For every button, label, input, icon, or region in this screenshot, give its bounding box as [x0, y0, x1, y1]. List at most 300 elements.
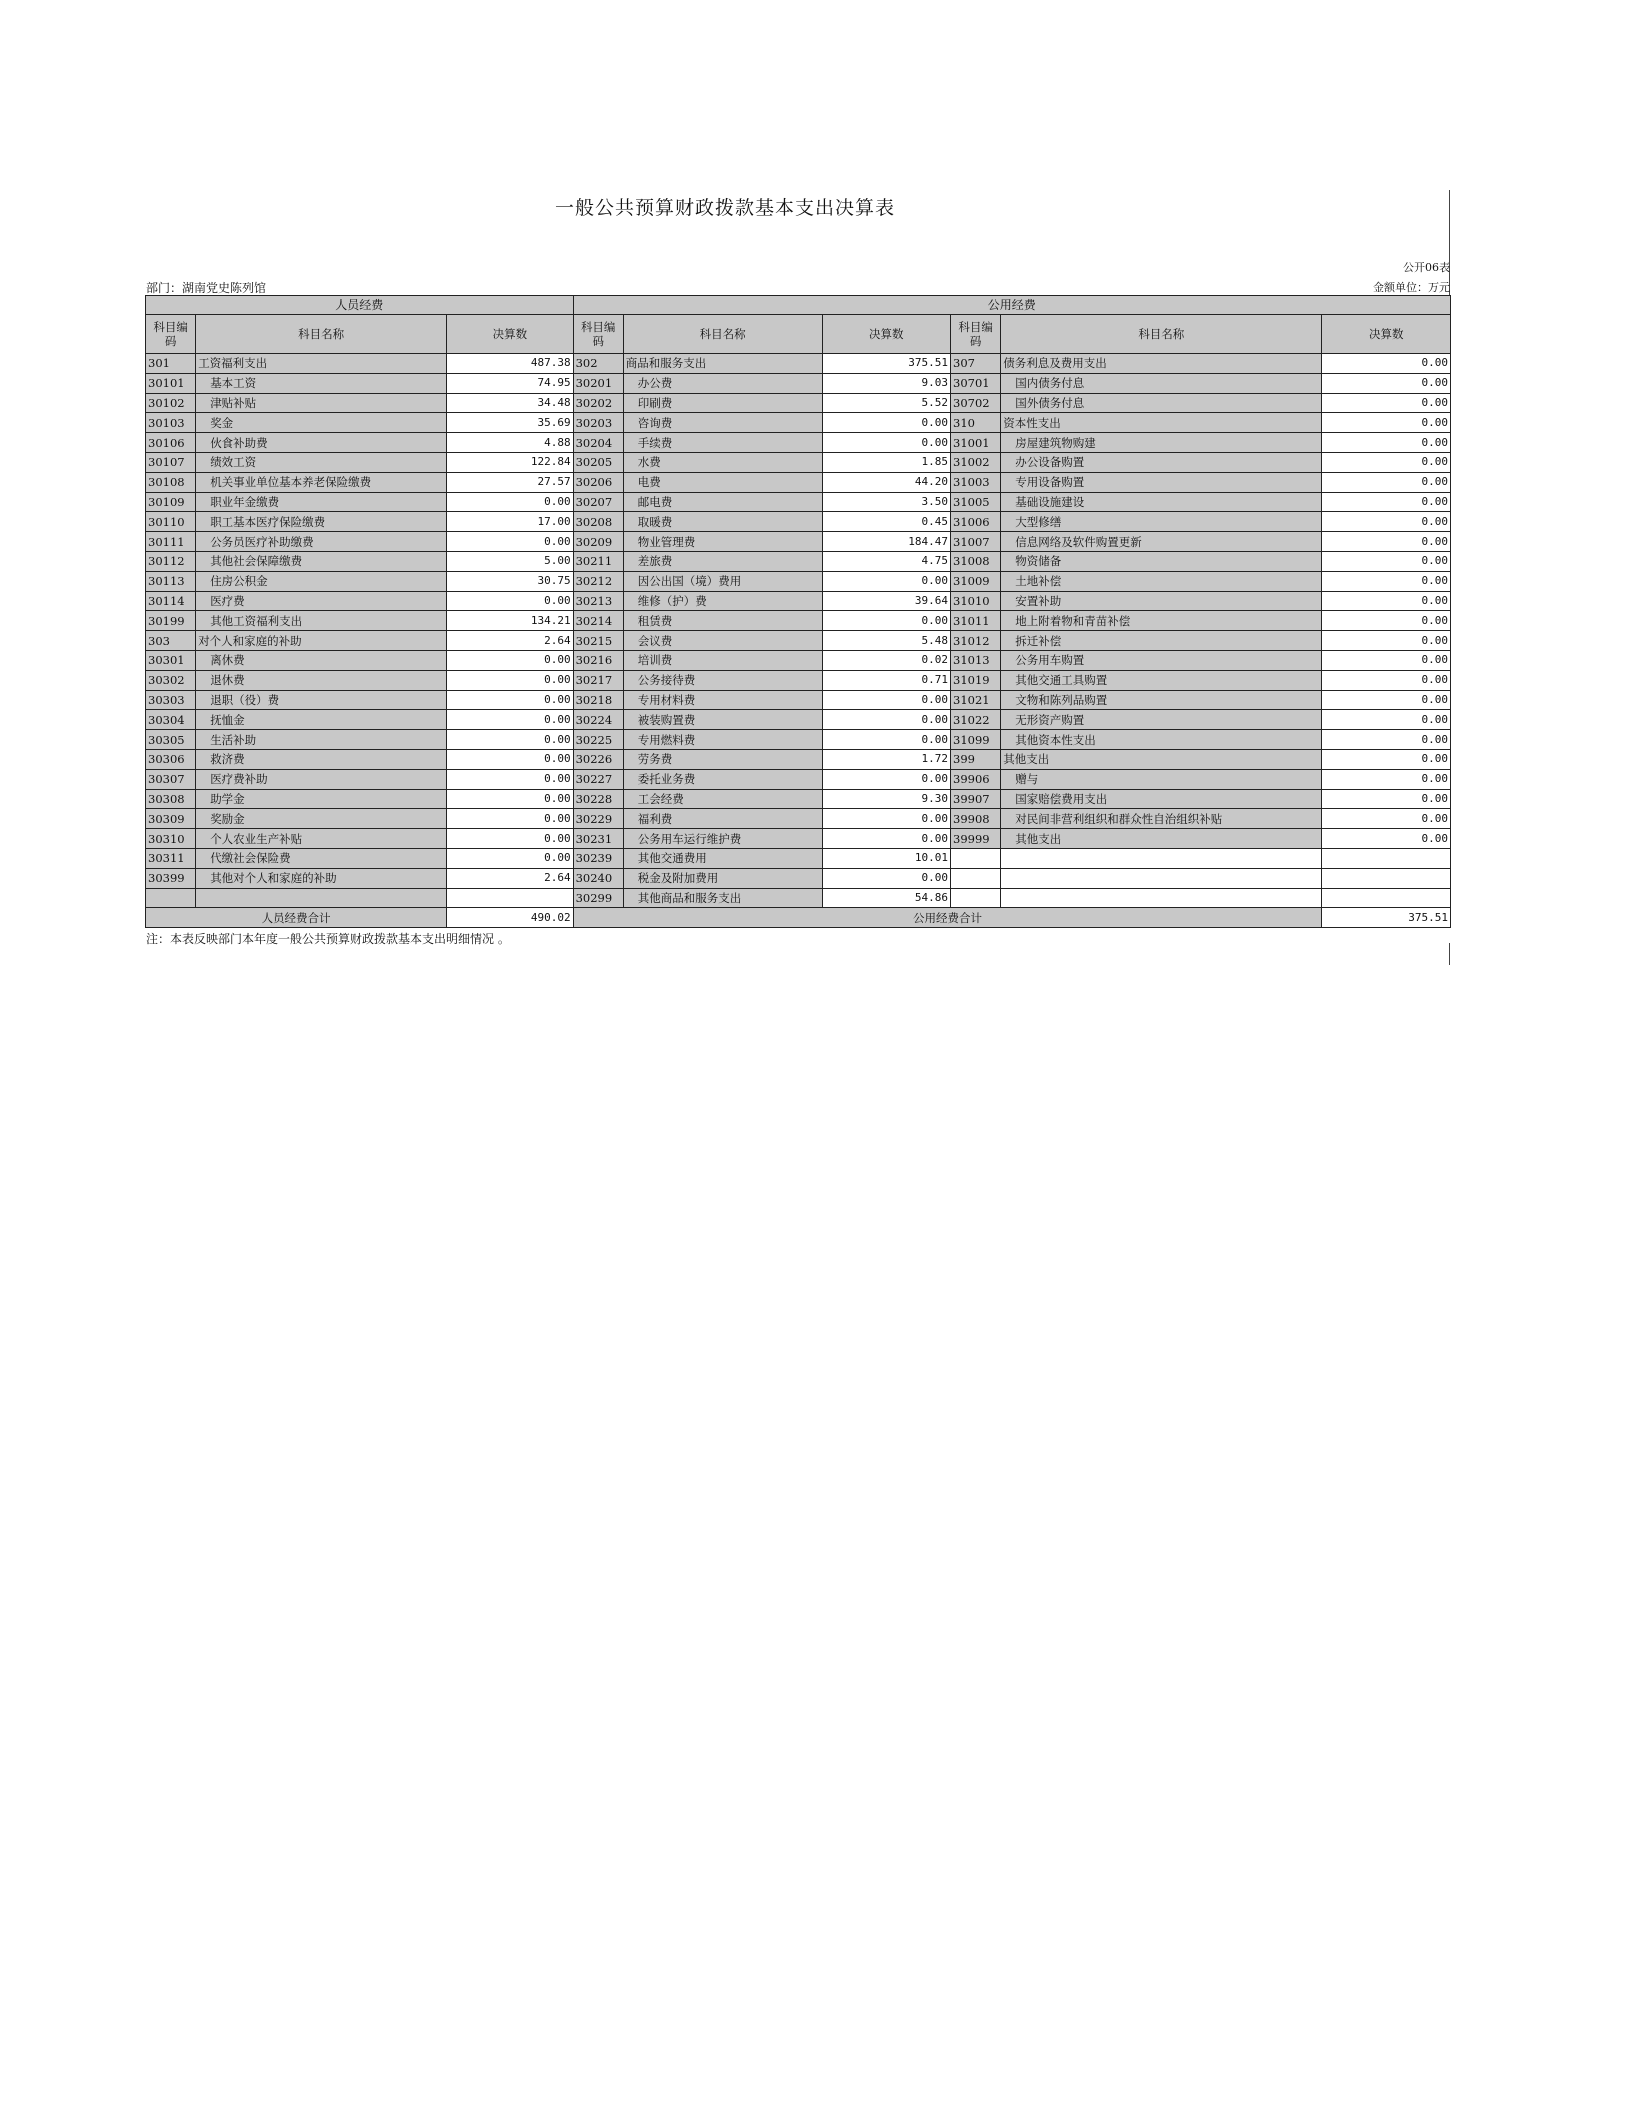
cell-amount: 0.00	[447, 532, 573, 552]
header-name: 科目名称	[623, 315, 822, 354]
cell-code: 30311	[146, 848, 196, 868]
table-row	[146, 373, 1451, 393]
cell-code	[951, 868, 1001, 888]
table-row	[146, 710, 1451, 730]
cell-amount: 134.21	[447, 611, 573, 631]
table-row	[146, 433, 1451, 453]
header-amount: 决算数	[822, 315, 950, 354]
cell-name: 退休费	[196, 670, 447, 690]
table-row	[146, 532, 1451, 552]
cell-name: 工会经费	[623, 789, 822, 809]
page-title: 一般公共预算财政拨款基本支出决算表	[554, 197, 895, 219]
cell-name: 公务用车购置	[1001, 650, 1322, 670]
cell-name: 其他支出	[1001, 749, 1322, 769]
cell-name: 物业管理费	[623, 532, 822, 552]
cell-name: 助学金	[196, 789, 447, 809]
cell-amount: 122.84	[447, 452, 573, 472]
cell-code: 39999	[951, 829, 1001, 849]
cell-amount: 0.00	[447, 730, 573, 750]
cell-amount	[1322, 848, 1451, 868]
cell-amount: 0.00	[447, 670, 573, 690]
cell-code: 30218	[573, 690, 623, 710]
header-amount: 决算数	[447, 315, 573, 354]
cell-name: 手续费	[623, 433, 822, 453]
cell-name: 医疗费补助	[196, 769, 447, 789]
cell-name: 信息网络及软件购置更新	[1001, 532, 1322, 552]
cell-amount: 0.71	[822, 670, 950, 690]
cell-name: 债务利息及费用支出	[1001, 354, 1322, 374]
cell-amount	[447, 888, 573, 908]
cell-code: 30106	[146, 433, 196, 453]
cell-code: 30102	[146, 393, 196, 413]
cell-name: 税金及附加费用	[623, 868, 822, 888]
cell-name: 咨询费	[623, 413, 822, 433]
table-row	[146, 512, 1451, 532]
cell-name: 抚恤金	[196, 710, 447, 730]
cell-amount: 0.00	[1322, 631, 1451, 651]
cell-code: 30306	[146, 749, 196, 769]
cell-amount: 4.75	[822, 551, 950, 571]
cell-code: 30213	[573, 591, 623, 611]
cell-amount: 0.00	[1322, 393, 1451, 413]
cell-amount: 0.00	[1322, 611, 1451, 631]
cell-name: 津贴补贴	[196, 393, 447, 413]
cell-code: 30114	[146, 591, 196, 611]
cell-name: 办公费	[623, 373, 822, 393]
cell-name: 公务用车运行维护费	[623, 829, 822, 849]
cell-amount: 44.20	[822, 472, 950, 492]
cell-amount: 0.00	[1322, 809, 1451, 829]
cell-name: 培训费	[623, 650, 822, 670]
cell-amount: 2.64	[447, 631, 573, 651]
cell-amount: 0.00	[447, 650, 573, 670]
cell-name: 其他支出	[1001, 829, 1322, 849]
cell-name: 邮电费	[623, 492, 822, 512]
cell-name: 资本性支出	[1001, 413, 1322, 433]
cell-code: 30304	[146, 710, 196, 730]
cell-name: 国外债务付息	[1001, 393, 1322, 413]
cell-amount: 0.00	[1322, 749, 1451, 769]
table-row	[146, 393, 1451, 413]
cell-name: 住房公积金	[196, 571, 447, 591]
cell-amount: 54.86	[822, 888, 950, 908]
table-row	[146, 769, 1451, 789]
personnel-total-label: 人员经费合计	[146, 908, 447, 928]
cell-name: 大型修缮	[1001, 512, 1322, 532]
table-row	[146, 690, 1451, 710]
cell-code: 30229	[573, 809, 623, 829]
cell-amount: 30.75	[447, 571, 573, 591]
expenditure-table	[145, 295, 1451, 928]
header-code: 科目编码	[951, 315, 1001, 354]
cell-code: 39906	[951, 769, 1001, 789]
cell-code: 31099	[951, 730, 1001, 750]
cell-code: 31008	[951, 551, 1001, 571]
cell-amount: 0.00	[1322, 532, 1451, 552]
cell-code: 30239	[573, 848, 623, 868]
cell-code: 31011	[951, 611, 1001, 631]
public-total-value: 375.51	[1322, 908, 1451, 928]
cell-name	[1001, 888, 1322, 908]
cell-code: 31012	[951, 631, 1001, 651]
header-amount: 决算数	[1322, 315, 1451, 354]
cell-amount: 39.64	[822, 591, 950, 611]
cell-code: 30310	[146, 829, 196, 849]
header-code: 科目编码	[573, 315, 623, 354]
cell-name: 基础设施建设	[1001, 492, 1322, 512]
cell-name: 文物和陈列品购置	[1001, 690, 1322, 710]
cell-code: 30109	[146, 492, 196, 512]
cell-name: 被装购置费	[623, 710, 822, 730]
cell-name: 因公出国（境）费用	[623, 571, 822, 591]
cell-name: 医疗费	[196, 591, 447, 611]
cell-amount: 375.51	[822, 354, 950, 374]
cell-name: 公务接待费	[623, 670, 822, 690]
cell-amount: 2.64	[447, 868, 573, 888]
cell-amount: 27.57	[447, 472, 573, 492]
cell-code: 31009	[951, 571, 1001, 591]
cell-amount: 0.00	[822, 413, 950, 433]
cell-code: 31019	[951, 670, 1001, 690]
table-row	[146, 472, 1451, 492]
cell-amount: 487.38	[447, 354, 573, 374]
cell-code: 30209	[573, 532, 623, 552]
cell-amount	[1322, 888, 1451, 908]
cell-amount: 0.00	[1322, 492, 1451, 512]
cell-amount: 3.50	[822, 492, 950, 512]
cell-code: 310	[951, 413, 1001, 433]
cell-name: 水费	[623, 452, 822, 472]
cell-code: 30231	[573, 829, 623, 849]
cell-code: 30112	[146, 551, 196, 571]
cell-amount: 5.48	[822, 631, 950, 651]
cell-name: 生活补助	[196, 730, 447, 750]
cell-amount: 10.01	[822, 848, 950, 868]
cell-code: 31002	[951, 452, 1001, 472]
cell-name: 取暖费	[623, 512, 822, 532]
cell-code: 31005	[951, 492, 1001, 512]
cell-code	[146, 888, 196, 908]
cell-code: 30215	[573, 631, 623, 651]
cell-code: 31021	[951, 690, 1001, 710]
cell-name: 商品和服务支出	[623, 354, 822, 374]
cell-code: 30107	[146, 452, 196, 472]
table-row	[146, 749, 1451, 769]
cell-code: 31007	[951, 532, 1001, 552]
cell-code: 30207	[573, 492, 623, 512]
cell-name: 职业年金缴费	[196, 492, 447, 512]
cell-name: 办公设备购置	[1001, 452, 1322, 472]
cell-amount: 0.00	[822, 730, 950, 750]
cell-amount: 0.00	[1322, 710, 1451, 730]
cell-amount: 184.47	[822, 532, 950, 552]
cell-name: 退职（役）费	[196, 690, 447, 710]
cell-code: 30226	[573, 749, 623, 769]
cell-name: 劳务费	[623, 749, 822, 769]
cell-amount: 0.00	[447, 492, 573, 512]
cell-name: 公务员医疗补助缴费	[196, 532, 447, 552]
cell-amount: 0.00	[1322, 829, 1451, 849]
table-row	[146, 809, 1451, 829]
cell-name: 专用材料费	[623, 690, 822, 710]
cell-code: 39907	[951, 789, 1001, 809]
cell-code: 30701	[951, 373, 1001, 393]
cell-code: 31001	[951, 433, 1001, 453]
cell-amount: 0.00	[447, 591, 573, 611]
cell-code: 30203	[573, 413, 623, 433]
cell-name: 离休费	[196, 650, 447, 670]
cell-name: 无形资产购置	[1001, 710, 1322, 730]
cell-code: 30224	[573, 710, 623, 730]
cell-amount: 34.48	[447, 393, 573, 413]
cell-code: 307	[951, 354, 1001, 374]
cell-name: 电费	[623, 472, 822, 492]
cell-code	[951, 848, 1001, 868]
cell-code: 30217	[573, 670, 623, 690]
cell-name: 印刷费	[623, 393, 822, 413]
table-row	[146, 730, 1451, 750]
column-header-row	[146, 315, 1451, 354]
page-edge-rule	[1449, 943, 1450, 965]
cell-amount: 0.00	[447, 749, 573, 769]
cell-code: 30228	[573, 789, 623, 809]
cell-code: 31010	[951, 591, 1001, 611]
cell-amount: 1.72	[822, 749, 950, 769]
table-row	[146, 829, 1451, 849]
cell-code: 30307	[146, 769, 196, 789]
cell-name: 其他商品和服务支出	[623, 888, 822, 908]
cell-name: 其他工资福利支出	[196, 611, 447, 631]
cell-code: 30199	[146, 611, 196, 631]
cell-name: 奖励金	[196, 809, 447, 829]
cell-name: 工资福利支出	[196, 354, 447, 374]
cell-name: 土地补偿	[1001, 571, 1322, 591]
cell-amount: 0.00	[1322, 789, 1451, 809]
cell-code: 30399	[146, 868, 196, 888]
cell-amount: 0.00	[1322, 730, 1451, 750]
cell-code: 30212	[573, 571, 623, 591]
cell-code: 30227	[573, 769, 623, 789]
cell-amount: 0.00	[822, 571, 950, 591]
cell-code: 30202	[573, 393, 623, 413]
cell-amount: 0.00	[447, 848, 573, 868]
cell-amount: 0.00	[447, 690, 573, 710]
header-code: 科目编码	[146, 315, 196, 354]
cell-code: 31003	[951, 472, 1001, 492]
cell-name: 伙食补助费	[196, 433, 447, 453]
cell-code: 30303	[146, 690, 196, 710]
cell-name: 维修（护）费	[623, 591, 822, 611]
table-row	[146, 354, 1451, 374]
header-name: 科目名称	[196, 315, 447, 354]
cell-amount: 0.00	[1322, 413, 1451, 433]
cell-name: 专用设备购置	[1001, 472, 1322, 492]
group-header-row	[146, 296, 1451, 315]
cell-code: 31022	[951, 710, 1001, 730]
cell-name: 拆迁补偿	[1001, 631, 1322, 651]
table-row	[146, 452, 1451, 472]
cell-amount: 0.00	[1322, 670, 1451, 690]
cell-code: 30113	[146, 571, 196, 591]
cell-name: 绩效工资	[196, 452, 447, 472]
table-row	[146, 888, 1451, 908]
cell-amount: 0.00	[447, 829, 573, 849]
cell-amount: 0.00	[822, 769, 950, 789]
cell-amount: 0.00	[1322, 452, 1451, 472]
table-note: 注：本表反映部门本年度一般公共预算财政拨款基本支出明细情况 。	[146, 932, 510, 946]
cell-code: 30702	[951, 393, 1001, 413]
cell-amount: 0.00	[822, 433, 950, 453]
cell-amount: 0.00	[822, 611, 950, 631]
cell-code: 30225	[573, 730, 623, 750]
table-row	[146, 868, 1451, 888]
cell-amount: 0.00	[822, 829, 950, 849]
cell-amount: 9.03	[822, 373, 950, 393]
cell-amount: 0.00	[1322, 650, 1451, 670]
table-row	[146, 650, 1451, 670]
cell-amount: 0.00	[1322, 512, 1451, 532]
cell-code: 301	[146, 354, 196, 374]
cell-code: 31006	[951, 512, 1001, 532]
cell-amount: 5.52	[822, 393, 950, 413]
table-row	[146, 492, 1451, 512]
cell-amount: 35.69	[447, 413, 573, 433]
cell-code: 30111	[146, 532, 196, 552]
cell-name: 职工基本医疗保险缴费	[196, 512, 447, 532]
cell-code: 30108	[146, 472, 196, 492]
cell-name: 国家赔偿费用支出	[1001, 789, 1322, 809]
cell-code: 303	[146, 631, 196, 651]
cell-amount: 1.85	[822, 452, 950, 472]
cell-amount: 0.00	[1322, 373, 1451, 393]
table-row	[146, 789, 1451, 809]
cell-code	[951, 888, 1001, 908]
cell-name: 物资储备	[1001, 551, 1322, 571]
cell-name: 其他对个人和家庭的补助	[196, 868, 447, 888]
cell-amount: 0.00	[822, 868, 950, 888]
cell-amount: 0.00	[447, 769, 573, 789]
cell-code: 30110	[146, 512, 196, 532]
table-row	[146, 848, 1451, 868]
cell-name: 地上附着物和青苗补偿	[1001, 611, 1322, 631]
totals-row	[146, 908, 1451, 928]
cell-name: 专用燃料费	[623, 730, 822, 750]
cell-code: 30208	[573, 512, 623, 532]
department-label: 部门：湖南党史陈列馆	[146, 281, 267, 295]
cell-amount: 0.02	[822, 650, 950, 670]
cell-name: 差旅费	[623, 551, 822, 571]
cell-code: 30204	[573, 433, 623, 453]
cell-amount: 74.95	[447, 373, 573, 393]
cell-name: 安置补助	[1001, 591, 1322, 611]
cell-code: 30308	[146, 789, 196, 809]
cell-amount: 0.00	[822, 690, 950, 710]
cell-amount: 0.00	[1322, 354, 1451, 374]
cell-amount: 0.00	[447, 710, 573, 730]
cell-code: 30305	[146, 730, 196, 750]
table-row	[146, 571, 1451, 591]
cell-amount: 0.00	[1322, 571, 1451, 591]
cell-amount: 0.00	[1322, 433, 1451, 453]
cell-amount: 17.00	[447, 512, 573, 532]
cell-name: 其他交通工具购置	[1001, 670, 1322, 690]
cell-code: 30216	[573, 650, 623, 670]
cell-name: 基本工资	[196, 373, 447, 393]
cell-name: 救济费	[196, 749, 447, 769]
cell-code: 39908	[951, 809, 1001, 829]
cell-amount: 0.00	[1322, 472, 1451, 492]
table-row	[146, 611, 1451, 631]
group-public: 公用经费	[573, 296, 1450, 315]
cell-amount: 0.00	[1322, 690, 1451, 710]
cell-name	[1001, 848, 1322, 868]
cell-code: 30205	[573, 452, 623, 472]
cell-amount: 0.00	[447, 789, 573, 809]
cell-amount: 0.00	[822, 710, 950, 730]
cell-code: 30206	[573, 472, 623, 492]
cell-name	[1001, 868, 1322, 888]
cell-amount: 0.45	[822, 512, 950, 532]
cell-code: 30309	[146, 809, 196, 829]
table-row	[146, 413, 1451, 433]
cell-code: 399	[951, 749, 1001, 769]
table-row	[146, 591, 1451, 611]
cell-name: 房屋建筑物购建	[1001, 433, 1322, 453]
cell-code: 30214	[573, 611, 623, 631]
cell-amount: 0.00	[1322, 769, 1451, 789]
cell-name: 赠与	[1001, 769, 1322, 789]
cell-name: 会议费	[623, 631, 822, 651]
table-row	[146, 631, 1451, 651]
cell-amount: 4.88	[447, 433, 573, 453]
cell-name: 其他交通费用	[623, 848, 822, 868]
cell-amount: 9.30	[822, 789, 950, 809]
cell-code: 31013	[951, 650, 1001, 670]
cell-name: 其他资本性支出	[1001, 730, 1322, 750]
cell-code: 30101	[146, 373, 196, 393]
cell-name: 奖金	[196, 413, 447, 433]
unit-label: 金额单位：万元	[1373, 281, 1450, 294]
group-personnel: 人员经费	[146, 296, 574, 315]
cell-name	[196, 888, 447, 908]
cell-code: 30301	[146, 650, 196, 670]
cell-code: 30201	[573, 373, 623, 393]
cell-name: 个人农业生产补贴	[196, 829, 447, 849]
cell-name: 对民间非营利组织和群众性自治组织补贴	[1001, 809, 1322, 829]
cell-name: 福利费	[623, 809, 822, 829]
cell-name: 租赁费	[623, 611, 822, 631]
header-name: 科目名称	[1001, 315, 1322, 354]
form-code: 公开06表	[1403, 261, 1450, 274]
table-row	[146, 551, 1451, 571]
cell-code: 30302	[146, 670, 196, 690]
cell-name: 对个人和家庭的补助	[196, 631, 447, 651]
cell-amount: 0.00	[822, 809, 950, 829]
cell-code: 30240	[573, 868, 623, 888]
cell-name: 机关事业单位基本养老保险缴费	[196, 472, 447, 492]
cell-code: 30299	[573, 888, 623, 908]
cell-name: 委托业务费	[623, 769, 822, 789]
personnel-total-value: 490.02	[447, 908, 573, 928]
cell-amount: 0.00	[447, 809, 573, 829]
cell-code: 30103	[146, 413, 196, 433]
cell-name: 国内债务付息	[1001, 373, 1322, 393]
public-total-label: 公用经费合计	[573, 908, 1322, 928]
cell-amount	[1322, 868, 1451, 888]
cell-name: 代缴社会保险费	[196, 848, 447, 868]
cell-amount: 0.00	[1322, 591, 1451, 611]
table-row	[146, 670, 1451, 690]
